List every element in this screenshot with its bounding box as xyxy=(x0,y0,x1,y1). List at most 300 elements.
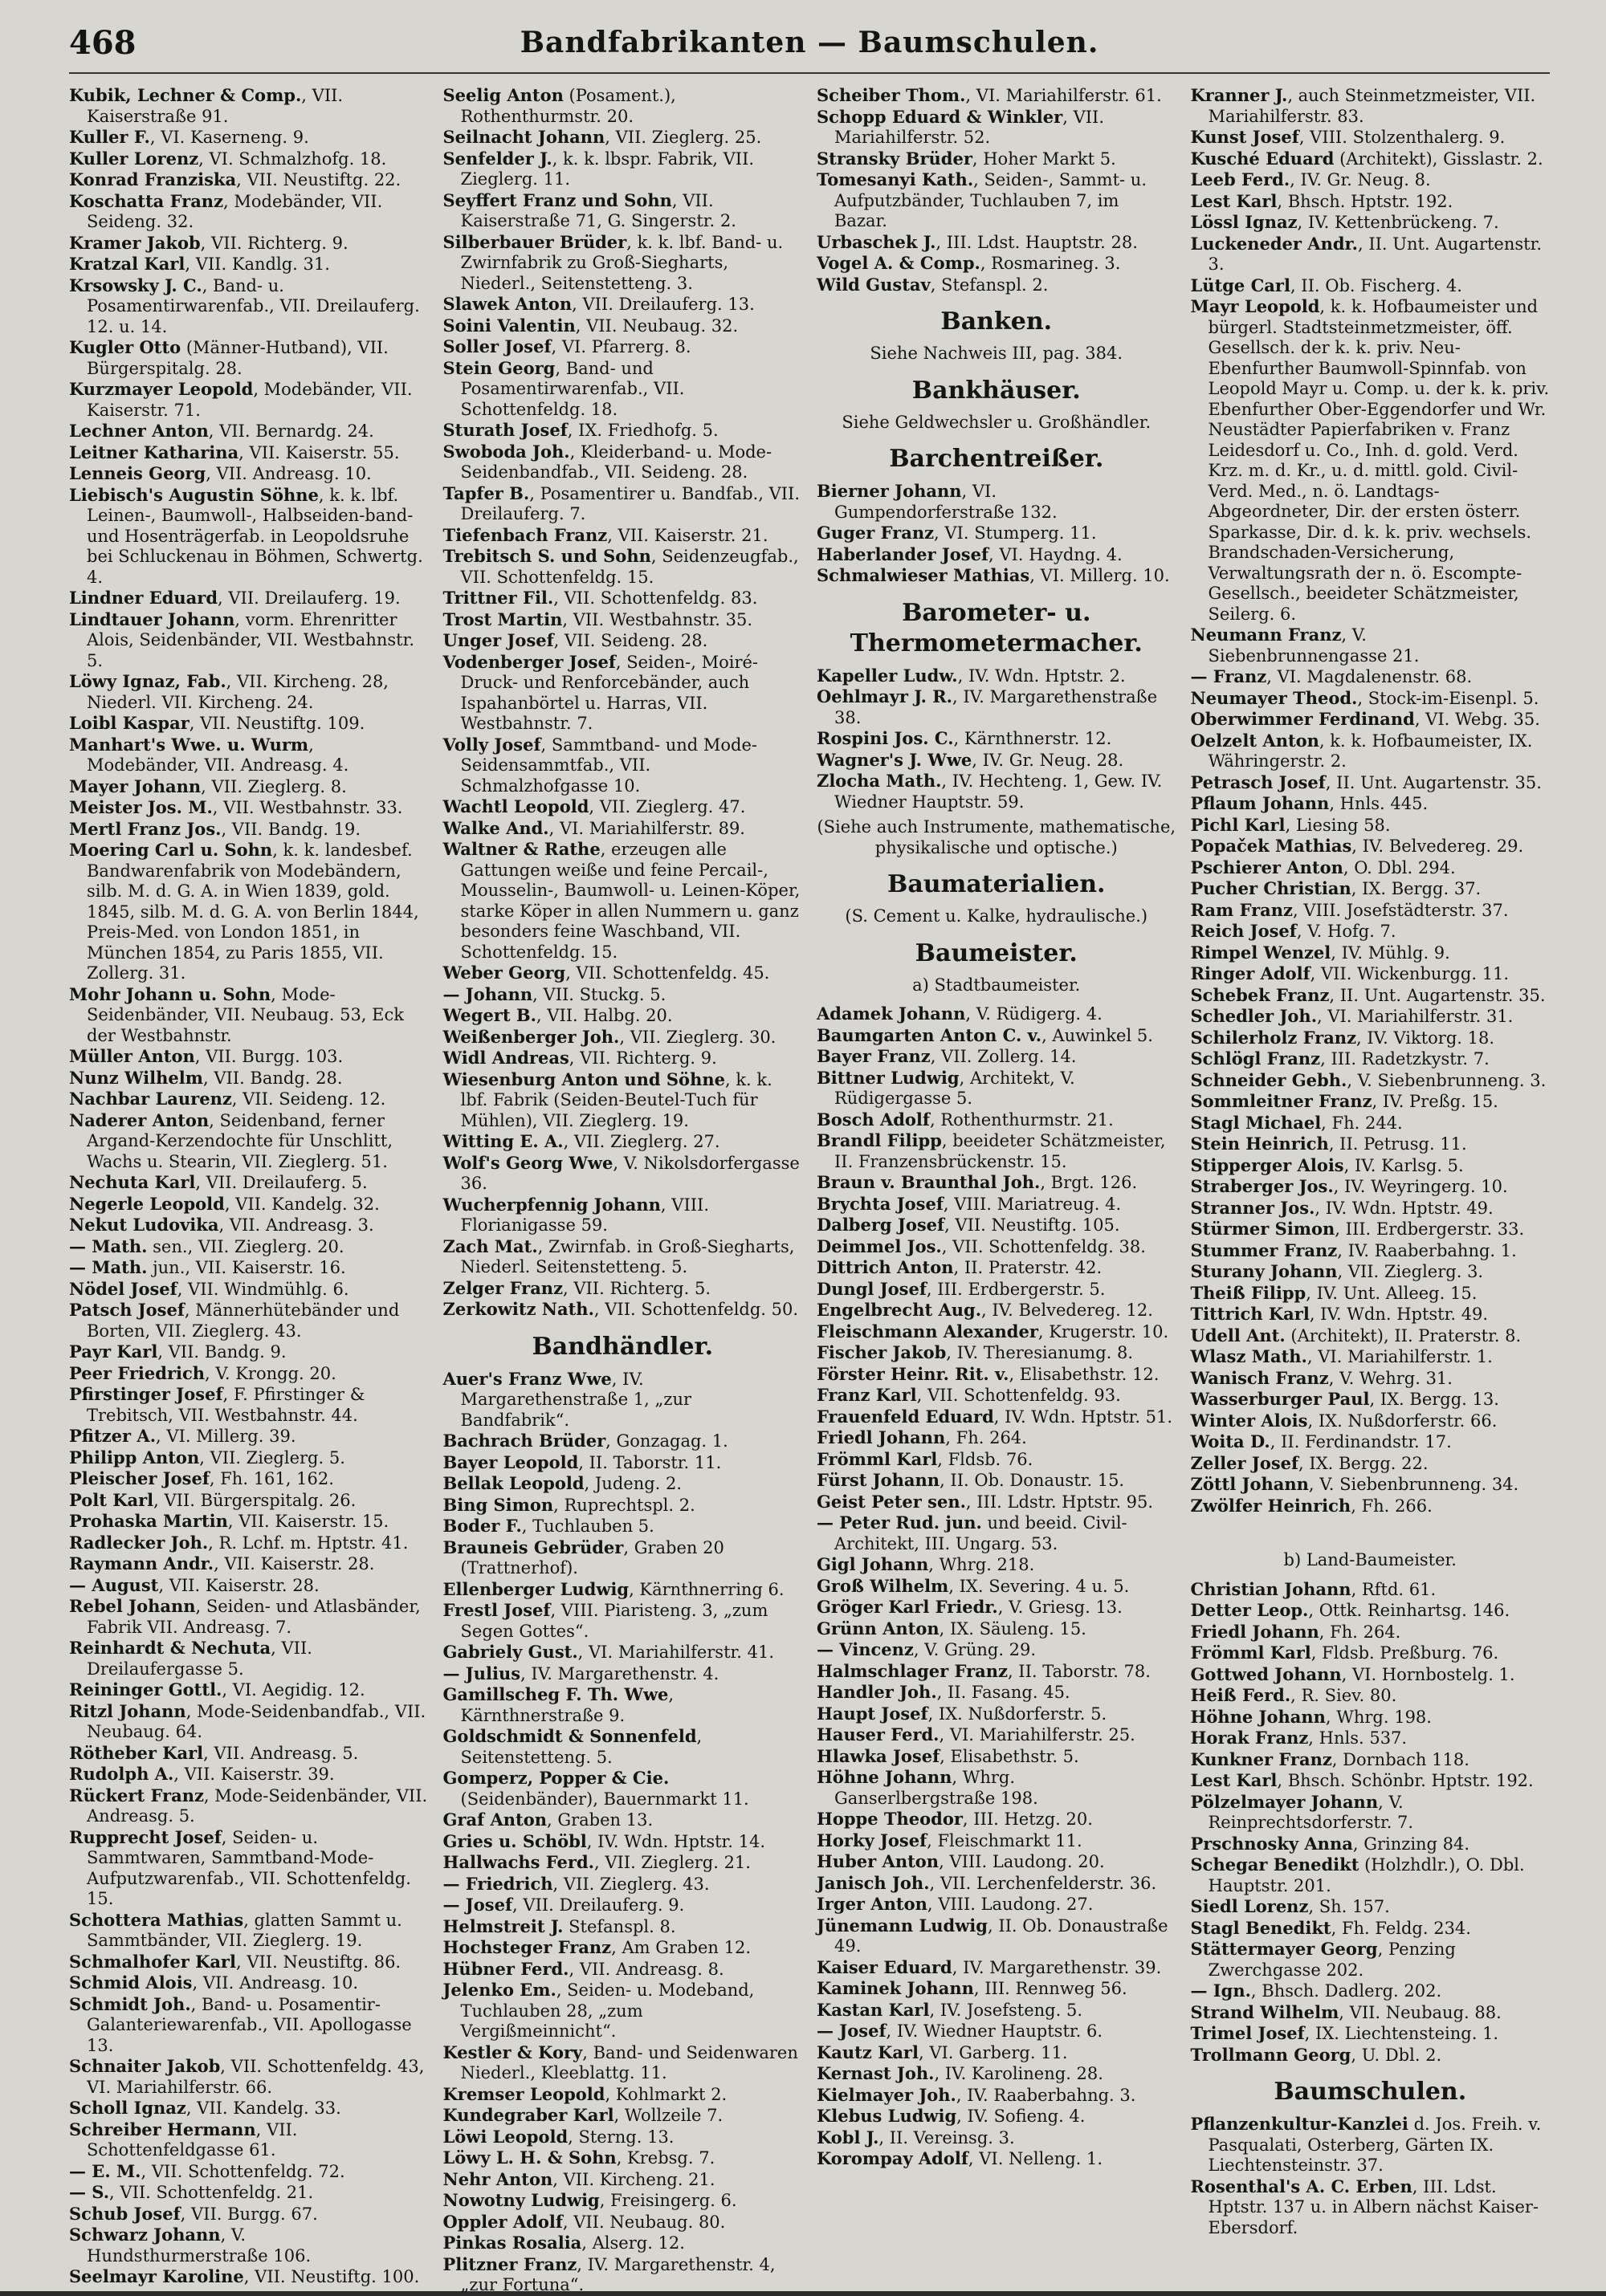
entry-address: , VI. Pfarrerg. 8. xyxy=(551,337,691,356)
entry-address: , Am Graben 12. xyxy=(611,1938,752,1957)
directory-entry xyxy=(443,1916,803,1938)
entry-name: Gamillscheg F. Th. Wwe xyxy=(442,1684,669,1704)
directory-entry xyxy=(443,1579,803,1601)
directory-entry xyxy=(1191,2002,1551,2024)
entry-name: Wachtl Leopold xyxy=(442,796,589,816)
section-heading: Barometer- u. Thermometermacher. xyxy=(850,598,1143,657)
entry-name: Prohaska Martin xyxy=(69,1511,228,1531)
directory-entry xyxy=(443,442,803,483)
page-header xyxy=(69,24,1550,72)
directory-entry xyxy=(817,1830,1176,1852)
entry-address: , Krebsg. 7. xyxy=(616,2148,715,2168)
entry-address: , Hoher Markt 5. xyxy=(972,149,1116,169)
directory-entry xyxy=(443,1069,803,1132)
entry-name: Trittner Fil. xyxy=(442,588,554,608)
entry-address: , VII. Richterg. 9. xyxy=(569,1048,717,1068)
entry-name: Pflanzenkultur-Kanzlei xyxy=(1190,2114,1408,2134)
directory-entry xyxy=(817,107,1176,149)
entry-name: Raymann Andr. xyxy=(69,1553,214,1573)
directory-entry xyxy=(443,818,803,840)
entry-name: Frestl Josef xyxy=(442,1600,551,1620)
entry-name: Stipperger Alois xyxy=(1190,1154,1344,1175)
entry-address: , VII. Zieglerg. 3. xyxy=(1337,1262,1484,1281)
entry-name: Stättermayer Georg xyxy=(1190,1939,1378,1959)
directory-entry xyxy=(817,1025,1176,1047)
directory-entry xyxy=(1191,1028,1551,1049)
entry-name: Pinkas Rosalia xyxy=(442,2233,582,2253)
entry-address: , IV. Margarethenstraße 1, „zur Bandfabrik“. xyxy=(460,1369,692,1430)
entry-name: Widl Andreas xyxy=(442,1048,569,1068)
entry-address: , VII. Burgg. 103. xyxy=(194,1047,344,1066)
entry-address: , Band- u. Posamentirwarenfab., VII. Dreilauferg. 12. u. 14. xyxy=(87,275,420,336)
entry-address: , VII. Dreilauferg. 13. xyxy=(572,295,755,314)
directory-entry xyxy=(443,1048,803,1069)
entry-address: , VII. Neubaug. 80. xyxy=(562,2212,726,2232)
entry-name: Kaminek Johann xyxy=(817,1978,974,1998)
entry-address: , Männerhütebänder und Borten, VII. Zieglerg. 43. xyxy=(87,1301,400,1341)
entry-name: Leitner Katharina xyxy=(69,442,239,462)
entry-address: , IV. Hechteng. 1, Gew. IV. Wiedner Hauptstr. 59. xyxy=(834,771,1163,812)
entry-address: , VII. Kaiserstr. 21. xyxy=(607,525,768,545)
directory-entry xyxy=(69,421,429,442)
entry-address: , VII. Kandelg. 33. xyxy=(185,2099,341,2118)
entry-address: , IV. Belvedereg. 29. xyxy=(1351,837,1524,856)
entry-address: , IX. Nußdorferstr. 5. xyxy=(927,1704,1107,1724)
directory-entry xyxy=(817,1894,1176,1915)
entry-name: Frauenfeld Eduard xyxy=(817,1406,994,1427)
directory-entry xyxy=(1191,85,1551,127)
entry-name: Naderer Anton xyxy=(69,1109,210,1130)
entry-name: Gomperz, Popper & Cie. xyxy=(442,1768,670,1788)
entry-address: , II. Unt. Augartenstr. 35. xyxy=(1325,772,1542,792)
entry-address: , VI. Webg. 35. xyxy=(1414,710,1540,729)
entry-address: , VII. Seideng. 28. xyxy=(553,631,708,650)
entry-name: Gries u. Schöbl xyxy=(442,1830,587,1851)
directory-entry xyxy=(1191,1240,1551,1262)
directory-entry xyxy=(817,1068,1176,1109)
directory-entry xyxy=(1191,1325,1551,1347)
entry-address: , Fh. 244. xyxy=(1321,1113,1403,1133)
entry-name: Nödel Josef xyxy=(69,1278,177,1299)
entry-address: , VII. Schottenfeldg. 83. xyxy=(553,588,758,608)
directory-entry xyxy=(69,1533,429,1554)
entry-name: Franz Karl xyxy=(817,1385,917,1405)
entry-name: Helmstreit J. xyxy=(442,1915,564,1936)
entry-address: , VI. Mariahilferstr. 61. xyxy=(965,86,1162,105)
entry-address: , VII. Windmühlg. 6. xyxy=(177,1279,349,1299)
entry-name: Braun v. Braunthal Joh. xyxy=(817,1172,1041,1192)
entry-name: Friedl Johann xyxy=(1190,1621,1319,1642)
entry-name: Stein Georg xyxy=(442,357,556,378)
entry-address: , Ottk. Reinhartsg. 146. xyxy=(1308,1601,1510,1620)
entry-address: , erzeugen alle Gattungen weiße und feine Percail-, Mousselin-, Baumwoll- u. Leinen-Köper, starke Köper in allen Nummern u. ganz besonders feine Waschband, VII. Schottenfeldg. 15. xyxy=(460,840,801,962)
entry-name: Pfitzer A. xyxy=(69,1426,157,1446)
cross-reference-note: Siehe Nachweis III, pag. 384. xyxy=(870,344,1123,363)
directory-entry xyxy=(443,483,803,525)
section-heading: Banken. xyxy=(940,307,1053,336)
entry-address: , IX. Bergg. 37. xyxy=(1351,879,1482,898)
directory-entry xyxy=(69,1447,429,1469)
entry-name: Kuller Lorenz xyxy=(69,148,199,169)
entry-name: Graf Anton xyxy=(442,1810,547,1830)
entry-address: , Seiden- u. Sammtwaren, Sammtband-Mode-Aufputzwarenfab., VII. Schottenfeldg. 15. xyxy=(87,1827,411,1908)
entry-name: Patsch Josef xyxy=(69,1300,185,1320)
entry-address: , V. Hundsthurmerstraße 106. xyxy=(87,2225,312,2265)
entry-name: Lütge Carl xyxy=(1190,275,1290,295)
entry-address: , VII. Kandlg. 31. xyxy=(185,254,330,274)
entry-name: Haupt Josef xyxy=(817,1703,928,1724)
entry-name: Theiß Filipp xyxy=(1190,1282,1306,1303)
directory-entry xyxy=(443,1831,803,1853)
entry-address: , VIII. Laudong. 27. xyxy=(927,1895,1094,1914)
entry-address: , VII. Neubaug. 32. xyxy=(575,315,739,336)
entry-name: Sommleitner Franz xyxy=(1190,1091,1372,1111)
entry-address: , II. Ob. Donaustr. 15. xyxy=(940,1471,1125,1490)
entry-name: Schlögl Franz xyxy=(1190,1048,1321,1069)
entry-name: Adamek Johann xyxy=(817,1003,966,1024)
directory-entry xyxy=(443,525,803,547)
entry-name: Lenneis Georg xyxy=(69,463,206,483)
entry-address: , Fleischmarkt 11. xyxy=(927,1830,1082,1850)
entry-name: Reinhardt & Nechuta xyxy=(69,1638,271,1658)
entry-name: Pucher Christian xyxy=(1190,878,1351,898)
entry-name: Heiß Ferd. xyxy=(1190,1685,1291,1705)
entry-address: , VI. Mariahilferstr. 41. xyxy=(577,1643,775,1662)
directory-entry xyxy=(817,2063,1176,2085)
entry-address: , VIII. Josefstädterstr. 37. xyxy=(1292,900,1509,920)
entry-name: Baumgarten Anton C. v. xyxy=(817,1024,1042,1045)
directory-entry xyxy=(1191,1622,1551,1643)
entry-name: Brauneis Gebrüder xyxy=(442,1537,624,1557)
entry-address: , Elisabethstr. 5. xyxy=(940,1746,1079,1766)
directory-entry xyxy=(443,1473,803,1495)
entry-name: Krsowsky J. C. xyxy=(69,275,202,295)
directory-entry xyxy=(817,1915,1176,1957)
entry-address: , II. Fasang. 45. xyxy=(936,1683,1070,1702)
entry-name: Haberlander Josef xyxy=(817,543,988,564)
entry-address: , Judeng. 2. xyxy=(584,1474,683,1493)
directory-entry xyxy=(443,1980,803,2042)
entry-name: Waltner & Rathe xyxy=(442,839,601,859)
entry-name: Trost Martin xyxy=(442,609,563,629)
entry-address: , VII. Kircheng. 21. xyxy=(552,2169,715,2189)
entry-address: , VII. Schottenfeldg. 50. xyxy=(593,1300,799,1319)
entry-name: Lindtauer Johann xyxy=(69,609,235,629)
entry-address: , VIII. Stolzenthalerg. 9. xyxy=(1298,128,1506,147)
entry-name: — Friedrich xyxy=(442,1873,553,1894)
entry-name: Soller Josef xyxy=(442,336,552,356)
entry-name: Trollmann Georg xyxy=(1190,2044,1351,2065)
entry-name: Pflaum Johann xyxy=(1190,793,1330,813)
entry-name: Straberger Jos. xyxy=(1190,1176,1334,1196)
cross-reference-note: Siehe Geldwechsler u. Großhändler. xyxy=(842,412,1152,432)
entry-name: Neumann Franz xyxy=(1190,625,1342,645)
directory-entry xyxy=(1191,1134,1551,1155)
entry-address: , V. Siebenbrunnengasse 21. xyxy=(1208,625,1420,666)
entry-address: , Seiden-, Sammt- u. Aufputzbänder, Tuchlauben 7, im Bazar. xyxy=(834,170,1147,230)
entry-address: , Elisabethstr. 12. xyxy=(1009,1364,1160,1384)
entry-address: , VI. Schmalzhofg. 18. xyxy=(198,149,387,169)
directory-entry xyxy=(1191,1368,1551,1390)
entry-name: Zerkowitz Nath. xyxy=(442,1299,594,1319)
directory-entry xyxy=(1191,1496,1551,1517)
entry-address: , II. Unt. Augartenstr. 35. xyxy=(1329,985,1546,1005)
entry-address: , Alserg. 12. xyxy=(581,2233,685,2253)
entry-name: Tiefenbach Franz xyxy=(442,524,608,545)
entry-name: — S. xyxy=(69,2182,110,2202)
column-3 xyxy=(817,85,1176,2269)
entry-address: , Modebänder, VII. Seideng. 32. xyxy=(87,191,383,231)
entry-address: , VIII. Piaristeng. 3, „zum Segen Gottes“. xyxy=(460,1601,768,1641)
directory-entry xyxy=(817,1512,1176,1554)
entry-address: , II. Taborstr. 78. xyxy=(1007,1661,1151,1681)
entry-name: Kastan Karl xyxy=(817,1999,930,2020)
entry-name: Kaiser Eduard xyxy=(817,1956,952,1977)
directory-entry xyxy=(817,232,1176,254)
directory-entry xyxy=(443,1195,803,1236)
entry-name: Oberwimmer Ferdinand xyxy=(1190,709,1415,729)
directory-entry xyxy=(1191,985,1551,1007)
entry-name: Prschnosky Anna xyxy=(1190,1833,1353,1854)
entry-address: , IV. Wiedner Hauptstr. 6. xyxy=(886,2021,1103,2041)
directory-entry xyxy=(69,442,429,464)
entry-address: , Graben 13. xyxy=(547,1810,654,1830)
entry-address: , VII. Kaiserstr. 15. xyxy=(227,1512,389,1531)
entry-address: , VI. Kaserneng. 9. xyxy=(149,128,309,147)
entry-name: Nunz Wilhelm xyxy=(69,1067,203,1088)
entry-address: , Fldsb. 76. xyxy=(937,1449,1033,1469)
entry-name: Löwy L. H. & Sohn xyxy=(442,2147,617,2168)
entry-name: Lechner Anton xyxy=(69,421,209,441)
entry-name: Strand Wilhelm xyxy=(1190,2001,1339,2022)
directory-entry xyxy=(817,481,1176,523)
entry-address: , Bhsch. Hptstr. 192. xyxy=(1277,191,1453,211)
entry-name: Rebel Johann xyxy=(69,1596,196,1616)
directory-entry xyxy=(1191,1896,1551,1918)
directory-entry xyxy=(817,1661,1176,1683)
directory-entry xyxy=(1191,1453,1551,1475)
entry-address: , IX. Liechtensteing. 1. xyxy=(1304,2024,1499,2043)
entry-name: Scholl Ignaz xyxy=(69,2098,186,2118)
entry-address: , II. Petrusg. 11. xyxy=(1328,1134,1467,1154)
entry-address: , II. Ferdinandstr. 17. xyxy=(1270,1432,1452,1451)
directory-entry xyxy=(1191,857,1551,879)
directory-entry xyxy=(69,1764,429,1785)
entry-address: , Band- und Seidenwaren Niederl., Kleeblattg. 11. xyxy=(460,2042,798,2082)
entry-address: , VII. Neustiftg. 86. xyxy=(235,1952,402,1972)
directory-entry xyxy=(817,1957,1176,1979)
entry-name: Grünn Anton xyxy=(817,1618,940,1639)
directory-entry xyxy=(69,840,429,984)
directory-entry xyxy=(69,2098,429,2119)
entry-address: , beeideter Schätzmeister, II. Franzensbrückenstr. 15. xyxy=(834,1131,1166,1171)
directory-entry xyxy=(69,1785,429,1827)
entry-name: Oelzelt Anton xyxy=(1190,730,1319,751)
entry-address: , Stefanspl. 2. xyxy=(930,275,1049,295)
entry-name: Auer's Franz Wwe xyxy=(442,1368,612,1389)
directory-entry xyxy=(1191,1048,1551,1070)
directory-entry xyxy=(69,735,429,776)
entry-address: , VII. Dreilauferg. 9. xyxy=(512,1895,685,1915)
entry-name: Horky Josef xyxy=(817,1830,927,1850)
entry-name: Hauser Ferd. xyxy=(817,1724,940,1744)
directory-entry xyxy=(443,1874,803,1895)
entry-address: , VII. Schottenfeldg. 43, VI. Mariahilferstr. 66. xyxy=(87,2057,425,2097)
entry-address: , VII. Kaiserstr. 28. xyxy=(214,1554,375,1573)
entry-name: Moering Carl u. Sohn xyxy=(69,840,273,860)
entry-address: , IV. Raaberbahng. 3. xyxy=(956,2085,1136,2105)
entry-address: , Hnls. 537. xyxy=(1308,1728,1408,1748)
entry-name: Mertl Franz Jos. xyxy=(69,818,222,839)
entry-name: Lindner Eduard xyxy=(69,588,218,608)
directory-entry xyxy=(817,1003,1176,1025)
entry-name: Ellenberger Ludwig xyxy=(442,1578,630,1599)
directory-entry xyxy=(817,1364,1176,1386)
entry-name: Mohr Johann u. Sohn xyxy=(69,983,271,1004)
entry-name: Stagl Benedikt xyxy=(1190,1917,1331,1938)
entry-address: , VII. Schottenfeldgasse 61. xyxy=(87,2119,298,2160)
directory-entry xyxy=(817,1618,1176,1640)
directory-entry xyxy=(69,127,429,149)
entry-name: — Josef xyxy=(442,1895,512,1915)
entry-name: Trimel Josef xyxy=(1190,2023,1305,2043)
entry-name: Geist Peter sen. xyxy=(817,1491,966,1512)
entry-name: Mayr Leopold xyxy=(1190,296,1320,316)
directory-entry xyxy=(69,1490,429,1512)
entry-name: Schub Josef xyxy=(69,2203,181,2224)
entry-name: Tomesanyi Kath. xyxy=(817,169,974,189)
entry-name: Lest Karl xyxy=(1190,190,1278,211)
section-heading: Barchentreißer. xyxy=(889,445,1104,473)
directory-entry xyxy=(443,1768,803,1810)
entry-address: , III. Hetzg. 20. xyxy=(962,1810,1093,1829)
directory-entry xyxy=(817,1109,1176,1131)
directory-entry xyxy=(69,1994,429,2057)
entry-name: Tittrich Karl xyxy=(1190,1304,1310,1324)
entry-address: , VII. Kaiserstr. 39. xyxy=(173,1765,335,1784)
entry-address: (Architekt), Gisslastr. 2. xyxy=(1334,149,1543,169)
directory-entry xyxy=(69,1553,429,1575)
entry-name: Nowotny Ludwig xyxy=(442,2190,600,2210)
entry-address: , VII. Kaiserstr. 28. xyxy=(158,1575,320,1595)
entry-name: Nehr Anton xyxy=(442,2168,553,2189)
entry-address: , II. Ob. Fischerg. 4. xyxy=(1290,275,1462,295)
entry-address: , VII. Neustiftg. 22. xyxy=(236,170,402,189)
entry-name: Zeller Josef xyxy=(1190,1452,1299,1473)
entry-name: Deimmel Jos. xyxy=(817,1236,942,1256)
directory-entry xyxy=(443,1684,803,1726)
directory-entry xyxy=(1191,1304,1551,1325)
entry-address: , VII. Westbahnstr. 35. xyxy=(562,609,753,629)
entry-name: Wagner's J. Wwe xyxy=(817,749,972,770)
directory-entry xyxy=(443,1131,803,1153)
entry-name: Stürmer Simon xyxy=(1190,1219,1335,1239)
entry-address: , IV. Wdn. Hptstr. 2. xyxy=(957,666,1126,686)
directory-entry xyxy=(69,1068,429,1089)
entry-name: Wiesenburg Anton und Söhne xyxy=(442,1069,725,1089)
entry-name: Bayer Franz xyxy=(817,1046,931,1066)
entry-name: Polt Karl xyxy=(69,1489,154,1510)
entry-address: , k. k. lbf. Leinen-, Baumwoll-, Halbseiden-band- und Hosenträgerfab. in Leopoldsruhe bei Schluckenau in Böhmen, Schwertg. 4. xyxy=(87,485,423,587)
entry-name: Scheiber Thom. xyxy=(817,85,966,105)
directory-entry xyxy=(817,1257,1176,1279)
directory-entry xyxy=(443,1810,803,1831)
entry-name: Korompay Adolf xyxy=(817,2148,968,2168)
directory-entry xyxy=(69,1468,429,1490)
directory-entry xyxy=(1191,688,1551,710)
entry-name: Sturany Johann xyxy=(1190,1261,1338,1281)
directory-entry xyxy=(1191,149,1551,170)
entry-name: Gigl Johann xyxy=(817,1554,929,1574)
entry-name: Reininger Gottl. xyxy=(69,1679,222,1700)
entry-address: (Posament.), Rothenthurmstr. 20. xyxy=(460,86,676,126)
directory-entry xyxy=(69,2266,429,2288)
directory-entry xyxy=(1191,1939,1551,1981)
entry-address: , Seitenstetteng. 5. xyxy=(460,1727,703,1767)
directory-entry xyxy=(817,169,1176,232)
directory-entry xyxy=(817,2021,1176,2042)
directory-entry xyxy=(1191,1834,1551,1855)
directory-entry xyxy=(69,1596,429,1638)
entry-address: , IV. Karolineng. 28. xyxy=(934,2064,1103,2083)
directory-entry xyxy=(817,1449,1176,1471)
entry-address: , Zwirnfab. in Groß-Siegharts, Niederl. Seitenstetteng. 5. xyxy=(460,1236,795,1276)
cross-reference-note: (S. Cement u. Kalke, hydraulische.) xyxy=(845,906,1148,926)
entry-address: , VII. Zieglerg. 8. xyxy=(201,776,347,796)
entry-name: Koschatta Franz xyxy=(69,190,224,211)
entry-address: , VII. Zieglerg. 27. xyxy=(563,1132,720,1151)
entry-name: Kobl J. xyxy=(817,2127,879,2147)
entry-name: Urbaschek J. xyxy=(817,231,936,252)
directory-entry xyxy=(69,2161,429,2183)
directory-entry xyxy=(1191,793,1551,815)
directory-entry xyxy=(1191,1474,1551,1496)
entry-name: — Peter Rud. jun. xyxy=(817,1512,982,1533)
section-heading: Baumeister. xyxy=(915,938,1078,967)
entry-address: , IV. Margarethenstr. 4, „zur Fortuna“. xyxy=(460,2254,776,2294)
directory-entry xyxy=(69,2056,429,2098)
entry-address: , Rftd. 61. xyxy=(1351,1579,1437,1599)
entry-address: , Band- u. Posamentir-Galanteriewarenfab., VII. Apollogasse 13. xyxy=(87,1994,412,2055)
entry-address: , VII. Zieglerg. 30. xyxy=(619,1027,777,1047)
entry-name: Kautz Karl xyxy=(817,2042,919,2062)
entry-address: , Gonzagag. 1. xyxy=(605,1431,728,1451)
entry-name: Löwi Leopold xyxy=(442,2126,569,2147)
entry-address: , Grinzing 84. xyxy=(1352,1834,1470,1854)
entry-address: (Seidenbänder), Bauernmarkt 11. xyxy=(460,1789,749,1809)
directory-entry xyxy=(817,275,1176,296)
entry-address: , V. Nikolsdorfergasse 36. xyxy=(460,1153,800,1193)
entry-name: Rosenthal's A. C. Erben xyxy=(1190,2176,1412,2196)
entry-address: , Rosmarineg. 3. xyxy=(980,254,1121,273)
entry-address: sen., VII. Zieglerg. 20. xyxy=(147,1236,344,1256)
directory-entry xyxy=(69,1679,429,1701)
directory-entry xyxy=(1191,1792,1551,1834)
entry-name: Wegert B. xyxy=(442,1005,536,1025)
entry-name: Unger Josef xyxy=(442,630,554,650)
entry-address: , R. Siev. 80. xyxy=(1290,1686,1397,1705)
entry-address: , VI. Hornbostelg. 1. xyxy=(1341,1664,1515,1684)
entry-address: , Penzing Zwerchgasse 202. xyxy=(1208,1940,1456,1980)
entry-address: , IV. Gr. Neug. 28. xyxy=(972,750,1124,770)
entry-address: , VIII. Mariatreug. 4. xyxy=(943,1194,1122,1214)
directory-entry xyxy=(443,2169,803,2191)
entry-address: , IX. Bergg. 13. xyxy=(1369,1390,1499,1409)
directory-entry xyxy=(817,1767,1176,1809)
entry-name: Wolf's Georg Wwe xyxy=(442,1152,613,1173)
entry-address: , k. k. lbf. Fabrik (Seiden-Beutel-Tuch für Mühlen), VII. Zieglerg. 19. xyxy=(460,1069,772,1130)
entry-name: Mayer Johann xyxy=(69,776,202,796)
